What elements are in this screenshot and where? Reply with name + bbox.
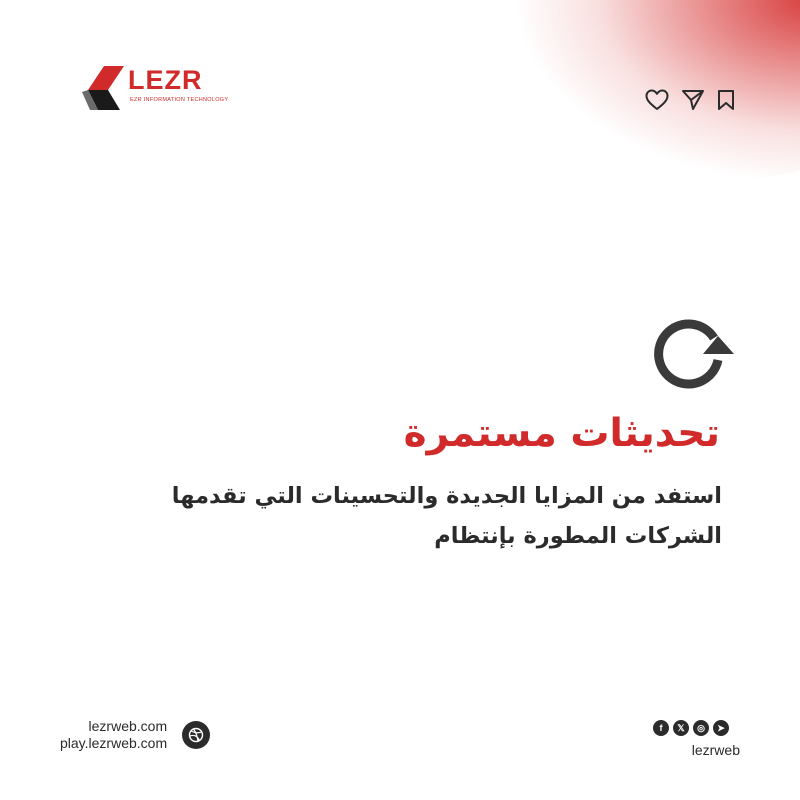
dribbble-icon[interactable] — [182, 721, 210, 749]
logo-wordmark: LEZR — [128, 65, 203, 95]
logo-tagline: EZR INFORMATION TECHNOLOGY — [130, 97, 229, 103]
body-line-2: الشركات المطورة بإنتظام — [434, 523, 722, 549]
x-icon[interactable]: 𝕏 — [673, 720, 689, 736]
facebook-icon[interactable]: f — [653, 720, 669, 736]
send-icon[interactable] — [681, 89, 705, 111]
play-website-link[interactable]: play.lezrweb.com — [60, 735, 168, 751]
dribbble-glyph — [188, 727, 204, 743]
body-line-1: استفد من المزايا الجديدة والتحسينات التي تقدمها — [171, 483, 722, 509]
website-link[interactable]: lezrweb.com — [88, 718, 168, 734]
heart-icon[interactable] — [645, 89, 669, 111]
refresh-icon — [642, 310, 738, 390]
body-text — [162, 476, 722, 556]
brand-logo — [80, 64, 229, 114]
logo-mark-icon — [80, 64, 130, 112]
bookmark-icon[interactable] — [717, 89, 735, 111]
social-handle[interactable]: lezrweb — [691, 742, 740, 758]
social-icons — [653, 720, 729, 736]
telegram-icon[interactable]: ➤ — [713, 720, 729, 736]
post-actions — [645, 88, 735, 112]
footer-websites — [60, 718, 167, 752]
headline: تحديثات مستمرة — [403, 411, 720, 456]
instagram-icon[interactable]: ◎ — [693, 720, 709, 736]
